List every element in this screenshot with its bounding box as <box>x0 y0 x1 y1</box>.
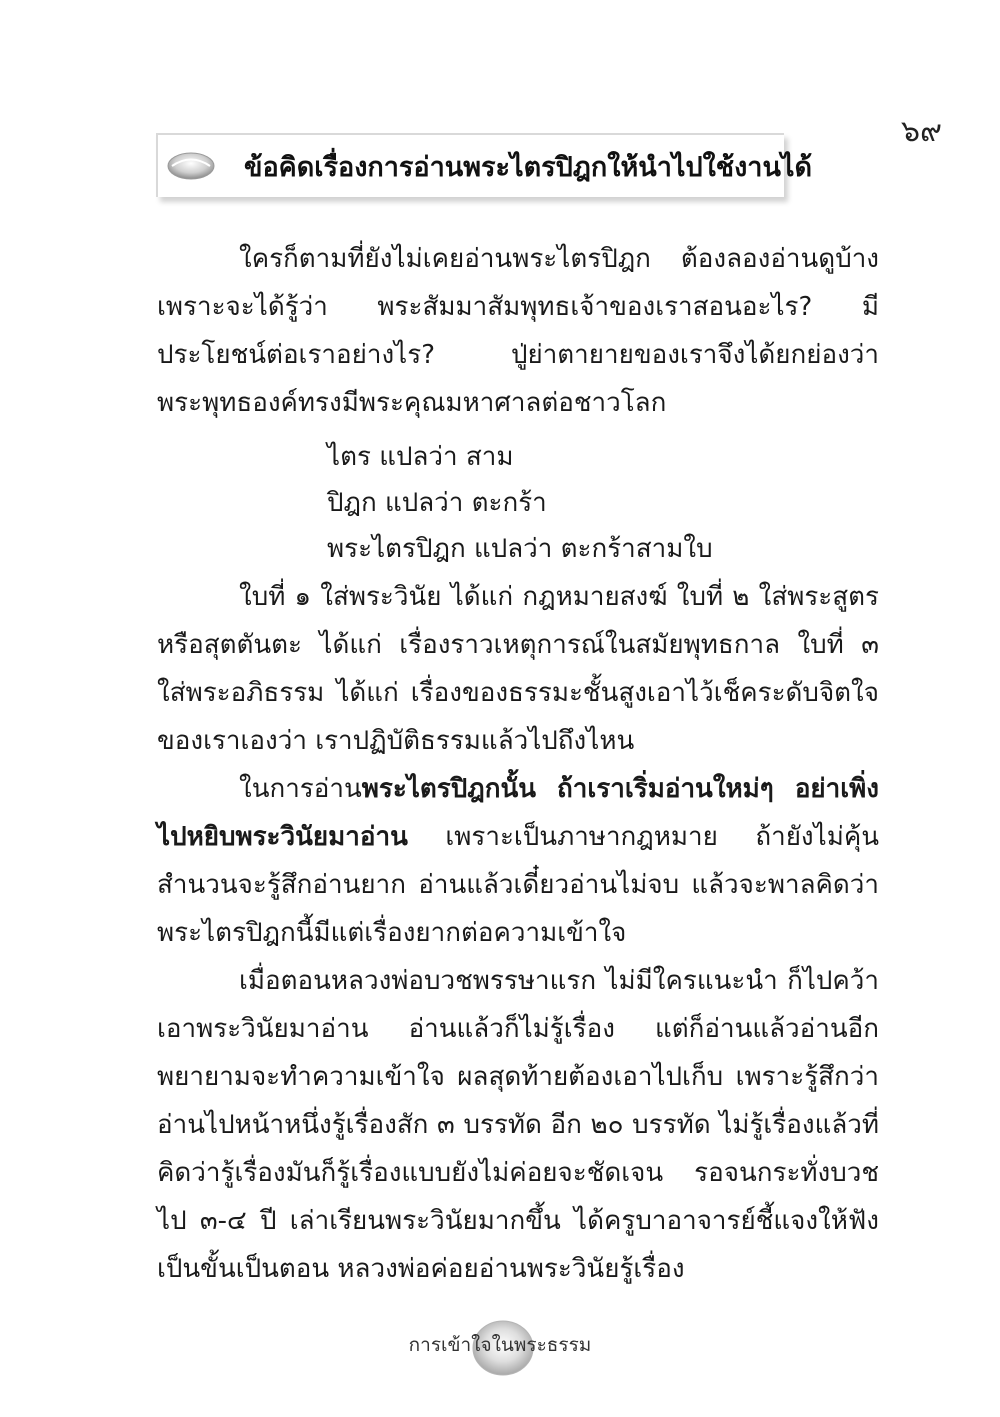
definition-list <box>157 433 879 571</box>
lotus-leaf-icon <box>166 149 216 181</box>
paragraph: ใครก็ตามที่ยังไม่เคยอ่านพระไตรปิฎก ต้องลองอ่านดูบ้างเพราะจะได้รู้ว่า พระสัมมาสัมพุทธเจ้าของเราสอนอะไร? มีประโยชน์ต่อเราอย่างไร? ปู่ย่าตายายของเราจึงได้ยกย่องว่าพระพุทธองค์ทรงมีพระคุณมหาศาลต่อชาวโลก <box>157 244 879 418</box>
bold-text: พระไตรปิฎกนั้น ถ้าเราเริ่มอ่านใหม่ๆ อย่าเพิ่งไปหยิบพระวินัยมาอ่าน <box>157 774 879 852</box>
page-footer <box>0 1318 1000 1378</box>
body-text <box>157 235 879 1293</box>
paragraph: เมื่อตอนหลวงพ่อบวชพรรษาแรก ไม่มีใครแนะนำ ก็ไปคว้าเอาพระวินัยมาอ่าน อ่านแล้วก็ไม่รู้เรื่อง แต่ก็อ่านแล้วอ่านอีกพยายามจะทำความเข้าใจ ผลสุดท้ายต้องเอาไปเก็บ เพราะรู้สึกว่าอ่านไปหน้าหนึ่งรู้เรื่องสัก ๓ บรรทัด อีก ๒๐ บรรทัด ไม่รู้เรื่องแล้วที่คิดว่ารู้เรื่องมันก็รู้เรื่องแบบยังไม่ค่อยจะชัดเจน รอจนกระทั่งบวชไป ๓-๔ ปี เล่าเรียนพระวินัยมากขึ้น ได้ครูบาอาจารย์ชี้แจงให้ฟังเป็นขั้นเป็นตอน หลวงพ่อค่อยอ่านพระวินัยรู้เรื่อง <box>157 966 879 1284</box>
footer-title: การเข้าใจในพระธรรม <box>408 1334 592 1356</box>
paragraph <box>157 765 879 957</box>
section-title: ข้อคิดเรื่องการอ่านพระไตรปิฎกให้นำไปใช้งานได้ <box>244 152 813 183</box>
page-number: ๖๙ <box>900 114 942 149</box>
definition-item: ปิฎก แปลว่า ตะกร้า <box>327 488 547 518</box>
section-heading <box>156 133 813 197</box>
definition-item: พระไตรปิฎก แปลว่า ตะกร้าสามใบ <box>327 534 713 564</box>
paragraph: ใบที่ ๑ ใส่พระวินัย ได้แก่ กฎหมายสงฆ์ ใบที่ ๒ ใส่พระสูตรหรือสุตตันตะ ได้แก่ เรื่องราวเหตุการณ์ในสมัยพุทธกาล ใบที่ ๓ ใส่พระอภิธรรม ได้แก่ เรื่องของธรรมะชั้นสูงเอาไว้เช็คระดับจิตใจของเราเองว่า เราปฏิบัติธรรมแล้วไปถึงไหน <box>157 582 879 756</box>
definition-item: ไตร แปลว่า สาม <box>327 442 514 472</box>
paragraph-text: ในการอ่าน <box>239 774 362 804</box>
paragraph-text: เพราะเป็นภาษากฎหมาย ถ้ายังไม่คุ้นสำนวนจะรู้สึกอ่านยาก อ่านแล้วเดี๋ยวอ่านไม่จบ แล้วจะพาลคิดว่าพระไตรปิฎกนี้มีแต่เรื่องยากต่อความเข้าใจ <box>157 822 879 948</box>
